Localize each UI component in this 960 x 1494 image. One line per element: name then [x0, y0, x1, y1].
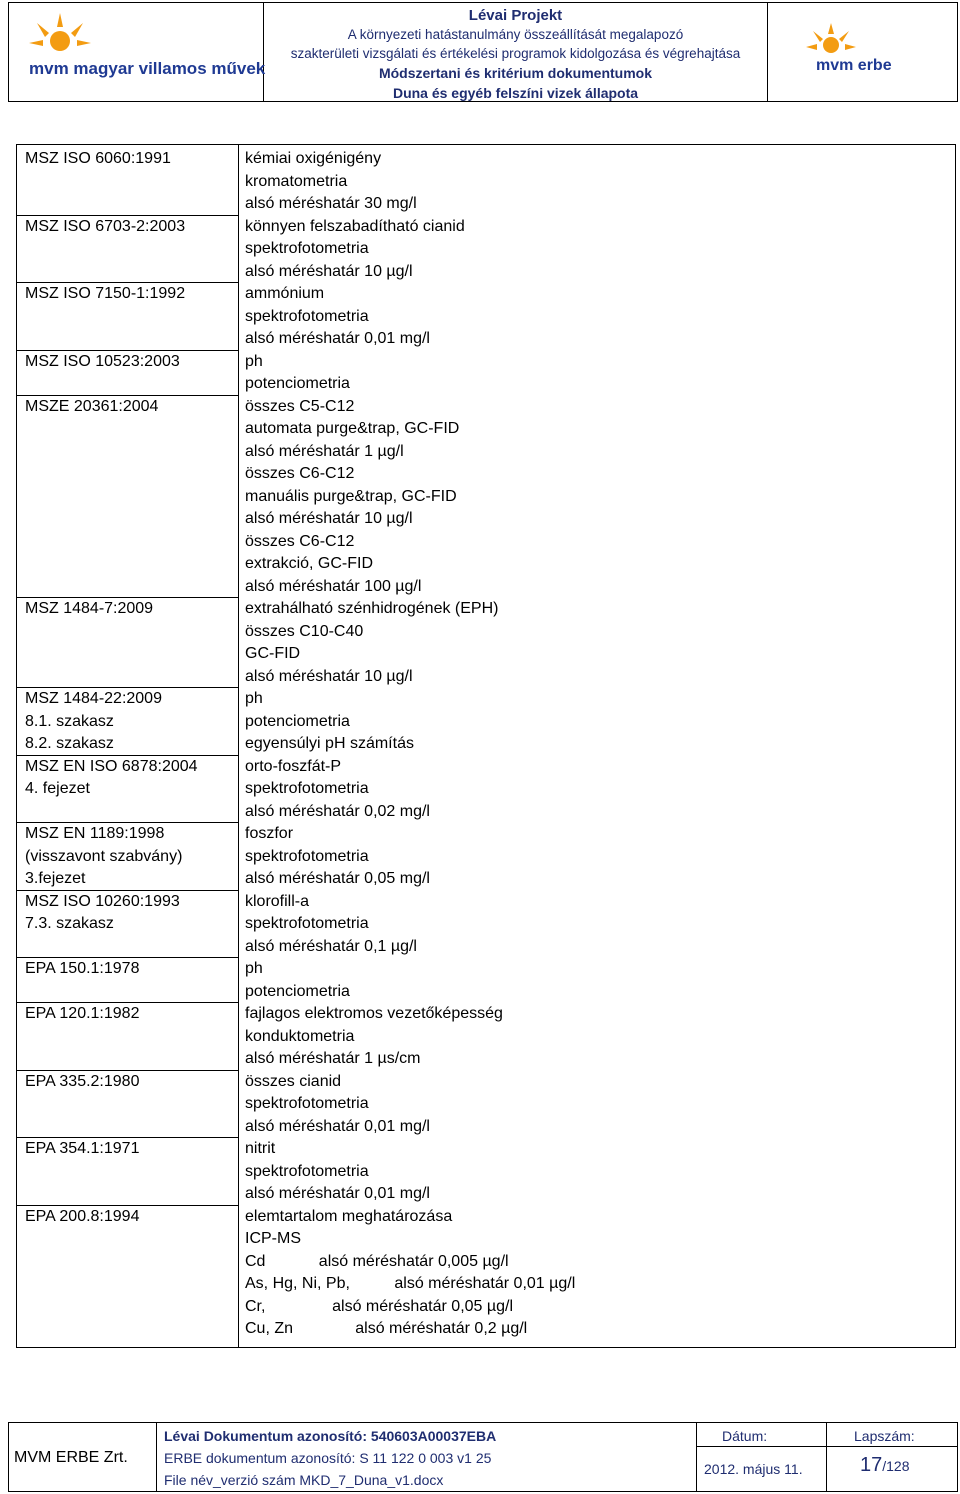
method-description: alsó méréshatár 10 µg/l	[245, 667, 413, 685]
standard-code: EPA 335.2:1980	[25, 1072, 140, 1090]
standard-code: MSZ ISO 7150-1:1992	[25, 285, 186, 302]
column-divider	[238, 145, 239, 1347]
method-description: összes C6-C12	[245, 532, 355, 550]
method-description: automata purge&trap, GC-FID	[245, 420, 460, 437]
method-description: spektrofotometria	[245, 307, 369, 325]
footer-date-value: 2012. május 11.	[704, 1461, 803, 1477]
method-description: alsó méréshatár 0,01 mg/l	[245, 330, 430, 347]
page-header	[8, 2, 958, 102]
footer-erbe-doc-id: ERBE dokumentum azonosító: S 11 122 0 003 v1 25	[164, 1450, 492, 1466]
method-description: alsó méréshatár 30 mg/l	[245, 195, 417, 212]
left-logo-text: mvm magyar villamos művek	[29, 59, 266, 78]
method-description: spektrofotometria	[245, 1162, 369, 1180]
method-description: extrakció, GC-FID	[245, 555, 374, 572]
standard-code: MSZE 20361:2004	[25, 397, 159, 415]
method-description: alsó méréshatár 0,05 mg/l	[245, 870, 430, 887]
method-description: Cu, Zn alsó méréshatár 0,2 µg/l	[245, 1320, 528, 1337]
method-description: konduktometria	[245, 1027, 355, 1045]
method-description: spektrofotometria	[245, 847, 369, 865]
method-description: ph	[245, 690, 263, 707]
method-description: egyensúlyi pH számítás	[245, 735, 414, 752]
standard-code: MSZ 1484-22:2009	[25, 690, 162, 707]
standard-code: (visszavont szabvány)	[25, 847, 183, 865]
sun-logo-icon	[25, 11, 95, 61]
standard-code: EPA 200.8:1994	[25, 1207, 140, 1225]
method-description: ph	[245, 960, 263, 977]
standard-code: MSZ ISO 10523:2003	[25, 352, 180, 370]
method-description: elemtartalom meghatározása	[245, 1207, 453, 1225]
method-description: alsó méréshatár 0,1 µg/l	[245, 937, 417, 955]
method-description: ICP-MS	[245, 1230, 301, 1247]
method-description: potenciometria	[245, 982, 350, 1000]
method-description: alsó méréshatár 1 µs/cm	[245, 1050, 421, 1067]
standard-code: MSZ 1484-7:2009	[25, 600, 154, 617]
standard-code: 4. fejezet	[25, 780, 90, 797]
header-line3: szakterületi vizsgálati és értékelési programok kidolgozása és végrehajtása	[290, 46, 741, 61]
page-footer	[8, 1422, 958, 1492]
method-description: spektrofotometria	[245, 240, 369, 257]
method-description: alsó méréshatár 1 µg/l	[245, 442, 404, 460]
method-description: spektrofotometria	[245, 1095, 369, 1112]
method-description: Cr, alsó méréshatár 0,05 µg/l	[245, 1297, 513, 1315]
method-description: extrahálható szénhidrogének (EPH)	[245, 600, 499, 617]
standard-code: MSZ EN ISO 6878:2004	[25, 757, 198, 775]
method-description: összes C5-C12	[245, 397, 355, 415]
method-description: ammónium	[245, 285, 325, 302]
footer-page-number: 17/128	[860, 1454, 910, 1476]
standard-code: EPA 354.1:1971	[25, 1140, 140, 1157]
method-description: összes C6-C12	[245, 465, 355, 482]
method-description: nitrit	[245, 1140, 276, 1157]
method-description: Cd alsó méréshatár 0,005 µg/l	[245, 1252, 509, 1270]
footer-page-label: Lapszám:	[854, 1428, 915, 1444]
method-description: potenciometria	[245, 375, 350, 392]
header-title: Lévai Projekt	[468, 7, 563, 24]
method-description: fajlagos elektromos vezetőképesség	[245, 1005, 503, 1022]
method-description: klorofill-a	[245, 892, 310, 910]
standard-code: EPA 120.1:1982	[25, 1005, 140, 1022]
method-description: alsó méréshatár 10 µg/l	[245, 262, 413, 280]
standard-code: 7.3. szakasz	[25, 915, 114, 932]
method-description: alsó méréshatár 0,01 mg/l	[245, 1117, 430, 1135]
footer-levai-doc-id: Lévai Dokumentum azonosító: 540603A00037EBA	[164, 1428, 497, 1444]
footer-company: MVM ERBE Zrt.	[14, 1449, 128, 1466]
standard-code: MSZ ISO 10260:1993	[25, 892, 180, 910]
method-description: alsó méréshatár 100 µg/l	[245, 577, 422, 595]
method-description: As, Hg, Ni, Pb, alsó méréshatár 0,01 µg/l	[245, 1275, 576, 1292]
method-description: ph	[245, 352, 263, 370]
mvm-erbe-logo-right	[767, 3, 957, 101]
method-description: összes C10-C40	[245, 622, 364, 640]
standard-code: 8.1. szakasz	[25, 712, 114, 730]
header-title-block	[264, 3, 767, 101]
method-description: spektrofotometria	[245, 915, 369, 932]
method-description: kromatometria	[245, 172, 348, 190]
method-description: könnyen felszabadítható cianid	[245, 217, 465, 235]
method-description: manuális purge&trap, GC-FID	[245, 487, 457, 505]
standard-code: 8.2. szakasz	[25, 735, 114, 752]
standard-code: MSZ EN 1189:1998	[25, 825, 165, 842]
standard-code: 3.fejezet	[25, 870, 86, 887]
header-line2: A környezeti hatástanulmány összeállítását megalapozó	[347, 27, 684, 42]
standard-code: EPA 150.1:1978	[25, 960, 140, 977]
method-description: alsó méréshatár 10 µg/l	[245, 510, 413, 527]
method-description: alsó méréshatár 0,02 mg/l	[245, 802, 430, 820]
method-description: kémiai oxigénigény	[245, 150, 382, 167]
method-description: orto-foszfát-P	[245, 757, 342, 775]
standard-code: MSZ ISO 6060:1991	[25, 150, 171, 167]
header-line5: Duna és egyéb felszíni vizek állapota	[392, 85, 639, 101]
footer-date-label: Dátum:	[722, 1428, 768, 1444]
method-description: spektrofotometria	[245, 780, 369, 797]
method-description: foszfor	[245, 825, 294, 842]
method-description: GC-FID	[245, 645, 301, 662]
standards-table	[16, 144, 956, 1348]
method-description: összes cianid	[245, 1072, 342, 1090]
method-description: potenciometria	[245, 712, 350, 730]
right-logo-text: mvm erbe	[816, 57, 892, 74]
standard-code: MSZ ISO 6703-2:2003	[25, 217, 186, 235]
mvm-logo-left	[9, 3, 264, 101]
footer-file-name: File név_verzió szám MKD_7_Duna_v1.docx	[164, 1472, 444, 1488]
method-description: alsó méréshatár 0,01 mg/l	[245, 1185, 430, 1202]
header-line4: Módszertani és kritérium dokumentumok	[378, 65, 653, 81]
